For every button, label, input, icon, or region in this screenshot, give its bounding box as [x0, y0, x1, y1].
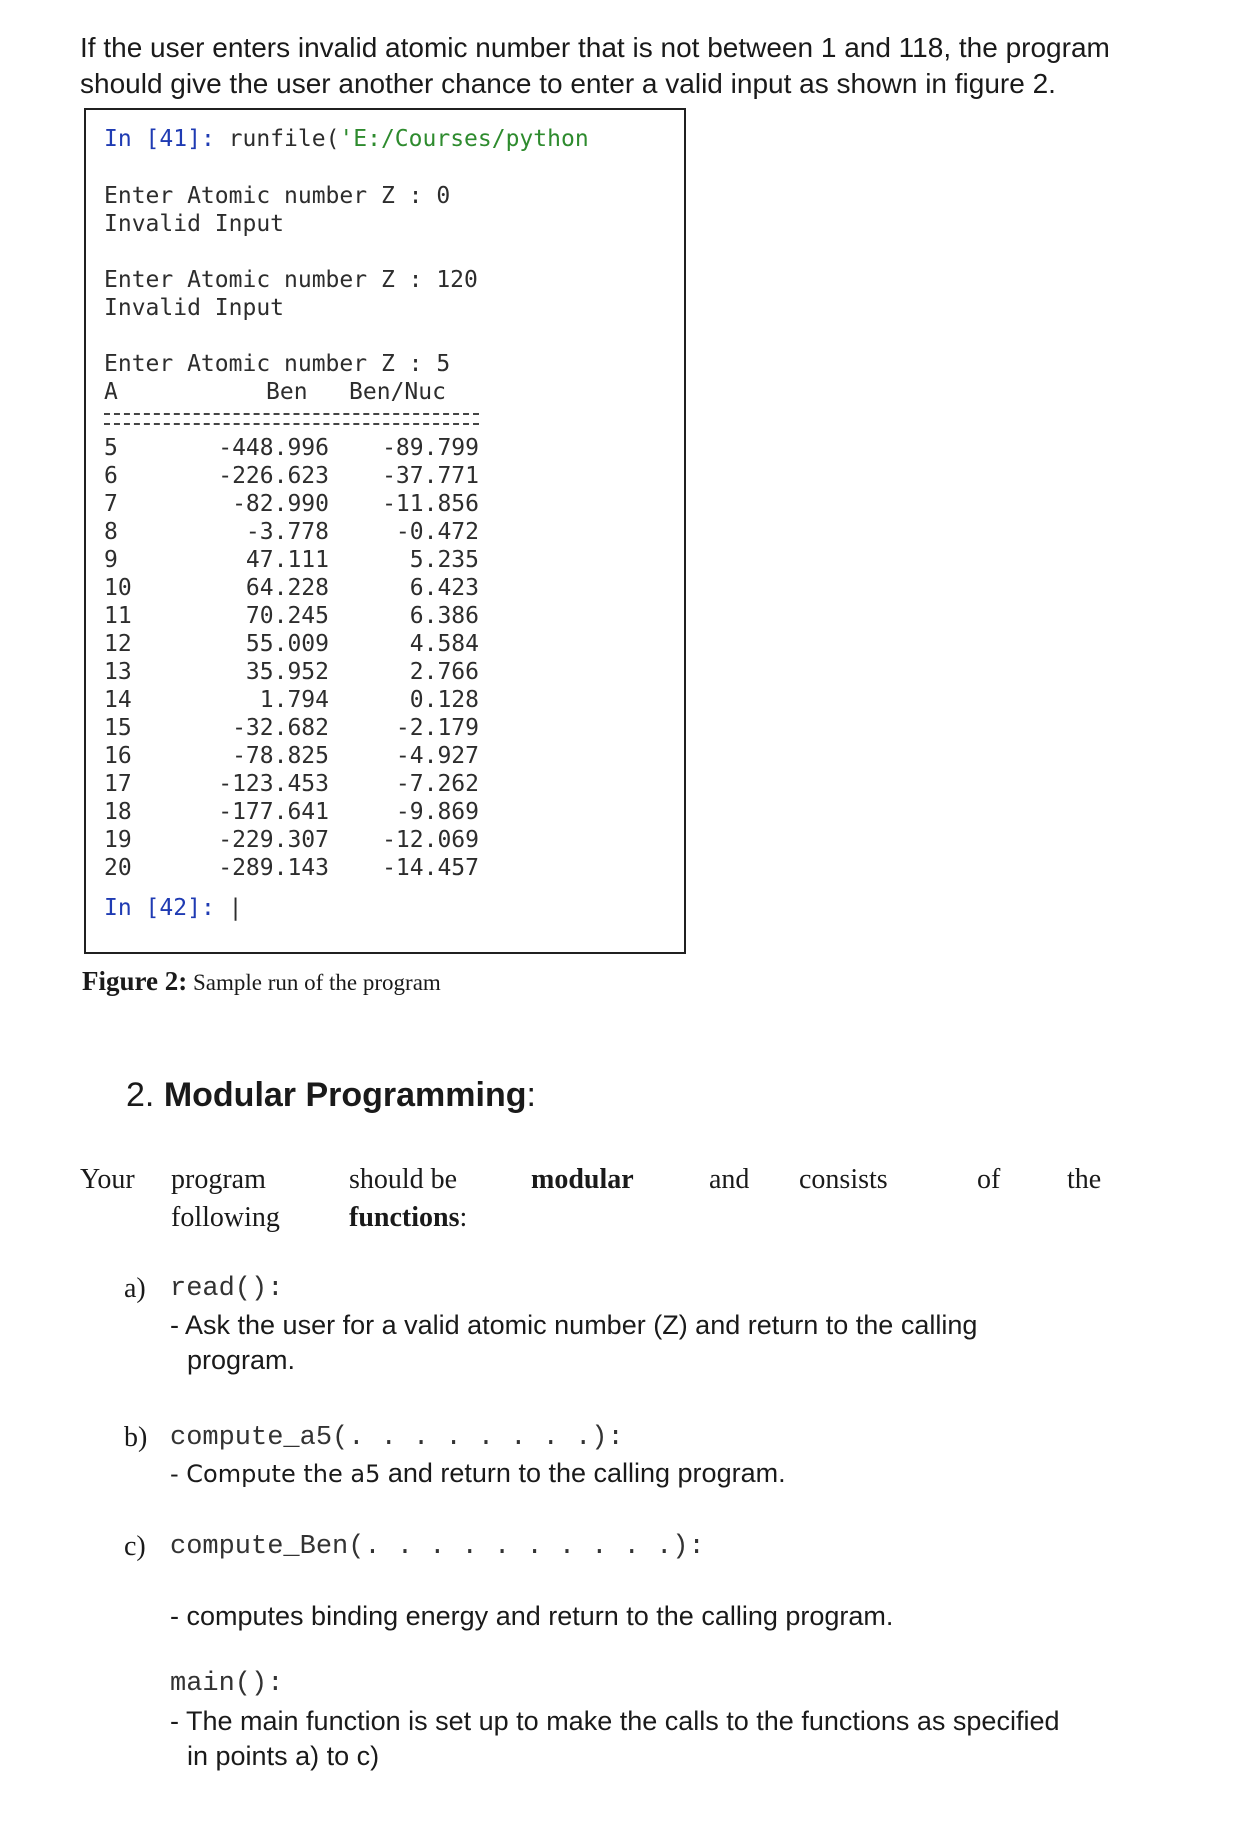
- para-word-and: and: [709, 1164, 750, 1195]
- cell-ben-nuc: -12.069: [382, 827, 479, 853]
- item-c-letter: c): [124, 1531, 146, 1562]
- cell-a: 12: [104, 631, 132, 657]
- cell-ben: 47.111: [245, 547, 329, 573]
- table-row: [104, 491, 479, 519]
- console-output-figure: [84, 108, 686, 954]
- table-row: [104, 435, 479, 463]
- para-word-functions: [349, 1202, 467, 1234]
- section-title: Modular Programming: [163, 1076, 527, 1114]
- item-main-signature: main():: [170, 1669, 284, 1699]
- functions-bold: functions: [349, 1202, 460, 1233]
- header-ben-nuc: Ben/Nuc: [349, 379, 446, 405]
- item-b-letter: b): [124, 1422, 148, 1453]
- cell-a: 5: [104, 435, 118, 461]
- table-row: [104, 743, 479, 771]
- table-header: [104, 379, 479, 407]
- para-word-your: Your: [80, 1164, 135, 1195]
- cell-a: 9: [104, 547, 118, 573]
- table-row: [104, 575, 479, 603]
- cell-a: 16: [104, 743, 132, 769]
- cell-ben: -289.143: [218, 855, 329, 881]
- cell-a: 20: [104, 855, 132, 881]
- cell-ben: -177.641: [218, 799, 329, 825]
- figure-caption: [82, 966, 441, 997]
- cell-ben-nuc: 4.584: [409, 631, 479, 657]
- item-c-desc: - computes binding energy and return to the calling program.: [170, 1601, 894, 1631]
- item-b-desc-rest: and return to the calling program.: [380, 1458, 786, 1488]
- cell-ben: -32.682: [232, 715, 329, 741]
- table-row: [104, 855, 479, 883]
- console-entry-1-prompt: Enter Atomic number Z : 0: [104, 183, 451, 209]
- prompt-number: 42: [159, 895, 188, 921]
- functions-colon: :: [459, 1202, 468, 1233]
- cell-ben: -448.996: [218, 435, 329, 461]
- para-word-following: following: [171, 1202, 280, 1233]
- item-a-desc-1: - Ask the user for a valid atomic number (Z) and return to the calling: [170, 1310, 978, 1340]
- table-row: [104, 799, 479, 827]
- cell-ben: -226.623: [218, 463, 329, 489]
- prompt-label: In [: [104, 895, 160, 921]
- cell-a: 7: [104, 491, 118, 517]
- cell-ben-nuc: 0.128: [409, 687, 479, 713]
- console-prompt-42: [104, 895, 243, 921]
- cell-a: 8: [104, 519, 118, 545]
- cell-ben: 70.245: [245, 603, 329, 629]
- section-colon: :: [526, 1076, 536, 1114]
- item-a-desc-2: program.: [187, 1345, 296, 1375]
- item-c-signature: compute_Ben(. . . . . . . . . .):: [170, 1532, 705, 1562]
- cell-ben: 1.794: [259, 687, 329, 713]
- table-row: [104, 715, 479, 743]
- console-entry-2-result: Invalid Input: [104, 295, 285, 321]
- table-row: [104, 687, 479, 715]
- cell-ben: -229.307: [218, 827, 329, 853]
- console-entry-1-result: Invalid Input: [104, 211, 285, 237]
- item-a-signature: read():: [170, 1274, 284, 1304]
- table-row: [104, 519, 479, 547]
- cell-ben-nuc: -0.472: [395, 519, 479, 545]
- prompt-close: ]:: [187, 126, 229, 152]
- cell-ben: -3.778: [245, 519, 329, 545]
- para-word-the: the: [1067, 1164, 1102, 1195]
- cell-a: 15: [104, 715, 132, 741]
- cell-ben-nuc: 6.423: [409, 575, 479, 601]
- cell-a: 19: [104, 827, 132, 853]
- table-row: [104, 631, 479, 659]
- console-prompt-41: [104, 126, 589, 152]
- cell-a: 18: [104, 799, 132, 825]
- cell-ben-nuc: -9.869: [395, 799, 479, 825]
- para-word-should-be: should be: [349, 1164, 458, 1195]
- table-separator: [104, 413, 479, 425]
- para-word-program: program: [171, 1164, 266, 1195]
- cell-a: 17: [104, 771, 132, 797]
- cell-ben: -82.990: [232, 491, 329, 517]
- cell-ben: 35.952: [245, 659, 329, 685]
- item-main-desc-2: in points a) to c): [187, 1741, 380, 1771]
- cell-a: 11: [104, 603, 132, 629]
- runfile-call: runfile(: [228, 126, 340, 152]
- table-row: [104, 659, 479, 687]
- cell-a: 13: [104, 659, 132, 685]
- cell-ben: -123.453: [218, 771, 329, 797]
- item-main-desc-1: - The main function is set up to make the calls to the functions as specified: [170, 1706, 1060, 1736]
- item-b-signature: compute_a5(. . . . . . . .):: [170, 1423, 624, 1453]
- table-row: [104, 603, 479, 631]
- cell-ben-nuc: -4.927: [395, 743, 479, 769]
- cell-ben-nuc: 5.235: [409, 547, 479, 573]
- prompt-label: In [: [104, 126, 160, 152]
- runfile-path: 'E:/Courses/python: [339, 126, 589, 152]
- cell-ben-nuc: -2.179: [395, 715, 479, 741]
- cell-ben: -78.825: [232, 743, 329, 769]
- cell-ben-nuc: -7.262: [395, 771, 479, 797]
- cell-ben-nuc: -11.856: [382, 491, 479, 517]
- text-cursor: |: [228, 895, 243, 921]
- console-entry-2-prompt: Enter Atomic number Z : 120: [104, 267, 478, 293]
- cell-ben-nuc: 2.766: [409, 659, 479, 685]
- section-heading: [126, 1076, 536, 1115]
- table-row: [104, 547, 479, 575]
- item-b-desc-prefix: - Compute the a5: [170, 1460, 381, 1488]
- intro-paragraph: [80, 30, 1200, 102]
- prompt-number: 41: [159, 126, 188, 152]
- table-row: [104, 463, 479, 491]
- intro-line-2: should give the user another chance to enter a valid input as shown in figure 2.: [80, 68, 1056, 99]
- section-number: 2.: [126, 1076, 164, 1114]
- cell-ben: 55.009: [245, 631, 329, 657]
- intro-line-1: If the user enters invalid atomic number that is not between 1 and 118, the program: [80, 32, 1110, 63]
- table-row: [104, 827, 479, 855]
- caption-label: Figure 2:: [82, 966, 188, 996]
- para-word-consists: consists: [799, 1164, 888, 1195]
- cell-a: 10: [104, 575, 132, 601]
- cell-ben-nuc: -37.771: [382, 463, 479, 489]
- cell-ben-nuc: -14.457: [382, 855, 479, 881]
- cell-ben: 64.228: [245, 575, 329, 601]
- para-word-of: of: [977, 1164, 1001, 1195]
- cell-a: 6: [104, 463, 118, 489]
- table-row: [104, 771, 479, 799]
- cell-ben-nuc: -89.799: [382, 435, 479, 461]
- cell-a: 14: [104, 687, 132, 713]
- caption-text: Sample run of the program: [187, 970, 441, 995]
- cell-ben-nuc: 6.386: [409, 603, 479, 629]
- item-b-desc: [170, 1458, 786, 1489]
- prompt-close: ]:: [187, 895, 229, 921]
- header-ben: Ben: [266, 379, 308, 405]
- console-entry-3-prompt: Enter Atomic number Z : 5: [104, 351, 451, 377]
- item-a-letter: a): [124, 1273, 146, 1304]
- header-a: A: [104, 379, 118, 405]
- para-word-modular: modular: [531, 1164, 634, 1195]
